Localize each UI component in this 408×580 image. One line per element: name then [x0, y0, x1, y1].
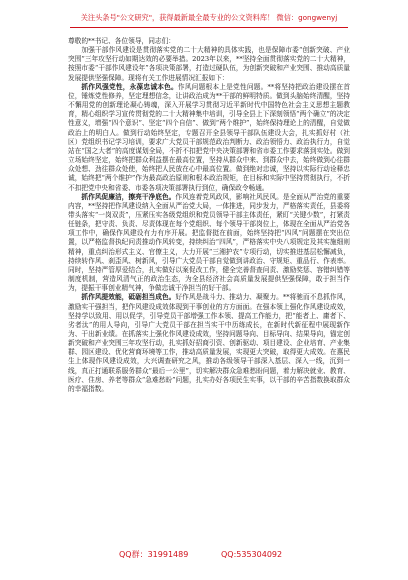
section-paragraph: [68, 193, 350, 294]
intro-paragraph: [68, 46, 350, 83]
section-heading: 抓作风提效能，砥砺担当成色。: [81, 293, 176, 302]
section-paragraph: [68, 293, 350, 394]
qq-number: QQ:535304092: [221, 550, 283, 559]
banner-text: 关注头条号"公文研究"，获得最新最全最专业的公文资料库！ 微信：gongwenyj: [80, 13, 338, 22]
footer: [0, 549, 408, 561]
section-heading: 抓作风强党性，永葆忠诚本色。: [81, 82, 178, 91]
speech-body: [68, 37, 350, 541]
paragraph-text: 加强干部作风建设是贯彻落实党的二十大精神的具体实践，也是保障市委“创新突破、产业突围”三年攻坚行动如期达效的必要举措。2023年以来，**坚持全面贯彻落实党的二十大精神，按照市委“干部作风建设年”各项决策部署，打造过硬队伍，为创新突破和产业突围、推动高质量发展提供坚强保障。现将有关工作进展情况汇报如下：: [68, 46, 350, 82]
paragraph-text: 作风问题根本上是党性问题。**将坚持把政治建设摆在首位，锤炼党性修养，坚定理想信念，让讲政治成为**干部的鲜明特质。做到头脑始终清醒，坚持不懈用党的创新理论凝心铸魂，深入开展学习贯彻习近平新时代中国特色社会主义思想主题教育，精心组织学习宣传贯彻党的二十大精神集中培训，引导全县上下深刻领悟“两个确立”的决定性意义，增强“四个意识”、坚定“四个自信”、做到“两个维护”，始终保持理论上的清醒，自觉做政治上的明白人。做到行动始终坚定，专题召开全县领导干部队伍建设大会，扎实抓好村（社区）党组织书记学习培训，要求广大党员干部规范政治判断力、政治领悟力、政治执行力，自觉站在“国之大者”的高度谋划全局，不折不扣把党中央决策部署和省市委工作要求落到实处。做到立场始终坚定，始终把群众利益摆在最高位置，坚持从群众中来、到群众中去，始终做到心往群众处想、劲往群众处使，始终把人民放在心中最高位置。做到绝对忠诚，坚持以实际行动诠释忠诚，始终把“两个维护”作为最高政治原则和根本政治规矩，在目标和实际中坚持贯彻执行，不折不扣把党中央和省委、市委各项决策部署执行到位，确保政令畅通。: [68, 82, 350, 192]
section-paragraph: [68, 83, 350, 193]
paragraph-text: 尊敬的**书记、各位领导，同志们：: [68, 37, 175, 45]
qq-group-number: QQ群：31991489: [119, 550, 189, 559]
banner-divider: [70, 27, 348, 28]
paragraph-text: 作风连着党风政风，影响社风民风。是全面从严治党的重要内容，**坚持把作风建设纳入全面从严治党大局，一体推进，同步发力，严格落实责任，县委将带头落实“一岗双责”，压紧压实各级党组织和党员领导干部主体责任，紧盯“关键少数”，打紧责任链条，把守责、负责、尽责体现在每个党组织、每个领导干部岗位上，体现在全面从严治党各项工作中，确保作风建设有力有序开展。把监督挺在前面，始终坚持把“四风”问题摆在突出位置，以严格监督执纪问责推动作风转变，持续纠治“四风”，严格落实中央八项规定及其实施细则精神，重点纠治形式主义、官僚主义，大力开展“三湘护农”专项行动，切实推进基层松懈减负，持续转作风、刹歪风、树新风，引导广大党员干部自觉做到讲政治、守规矩、重品行、作表率。同时，坚持严管厚爱结合，扎实做好以案促改工作，健全完善督查问责、激励奖惩、容错纠错等制度机制，营造风清气正的政治生态，为全县经济社会高质量发展提供坚强保障，敢于担当作为，提振干事创业精气神，争做忠诚干净担当的好干部。: [68, 192, 350, 293]
salutation: [68, 37, 350, 46]
section-heading: 抓作风促廉洁，擦亮干净底色。: [81, 192, 176, 201]
paragraph-text: 好作风是战斗力、推动力、凝聚力。**将驰而不息抓作风，激励实干强担当，把作风建设成效体现到干事创业的方方面面。在强本领上强化作风建设成效，坚持学以致用、用以促学，引导党员干部增强工作本领、提高工作能力，把“能者上、庸者下、劣者汰”的用人导向，引导广大党员干部在担当实干中历练成长，在新时代新征程中展现新作为、干出新业绩。在抓落实上强化作风建设成效，坚持问题导向、目标导向、结果导向，锚定创新突破和产业突围三年攻坚行动，扎实抓好招商引资、创新驱动、项目建设、企业培育、产业集群、园区建设、优化营商环境等工作，推动高质量发展，实现更大突破，取得更大成效。在惠民生上体现作风建设成效，大兴调查研究之风，推动各级领导干部深入基层、深入一线，沉到一线，真正打通联系服务群众“最后一公里”，切实解决群众急难愁盼问题，着力解决就业、教育、医疗、住房、养老等群众“急难愁盼”问题，扎实办好各项民生实事，以干部的辛苦指数换取群众的幸福指数。: [68, 293, 350, 393]
